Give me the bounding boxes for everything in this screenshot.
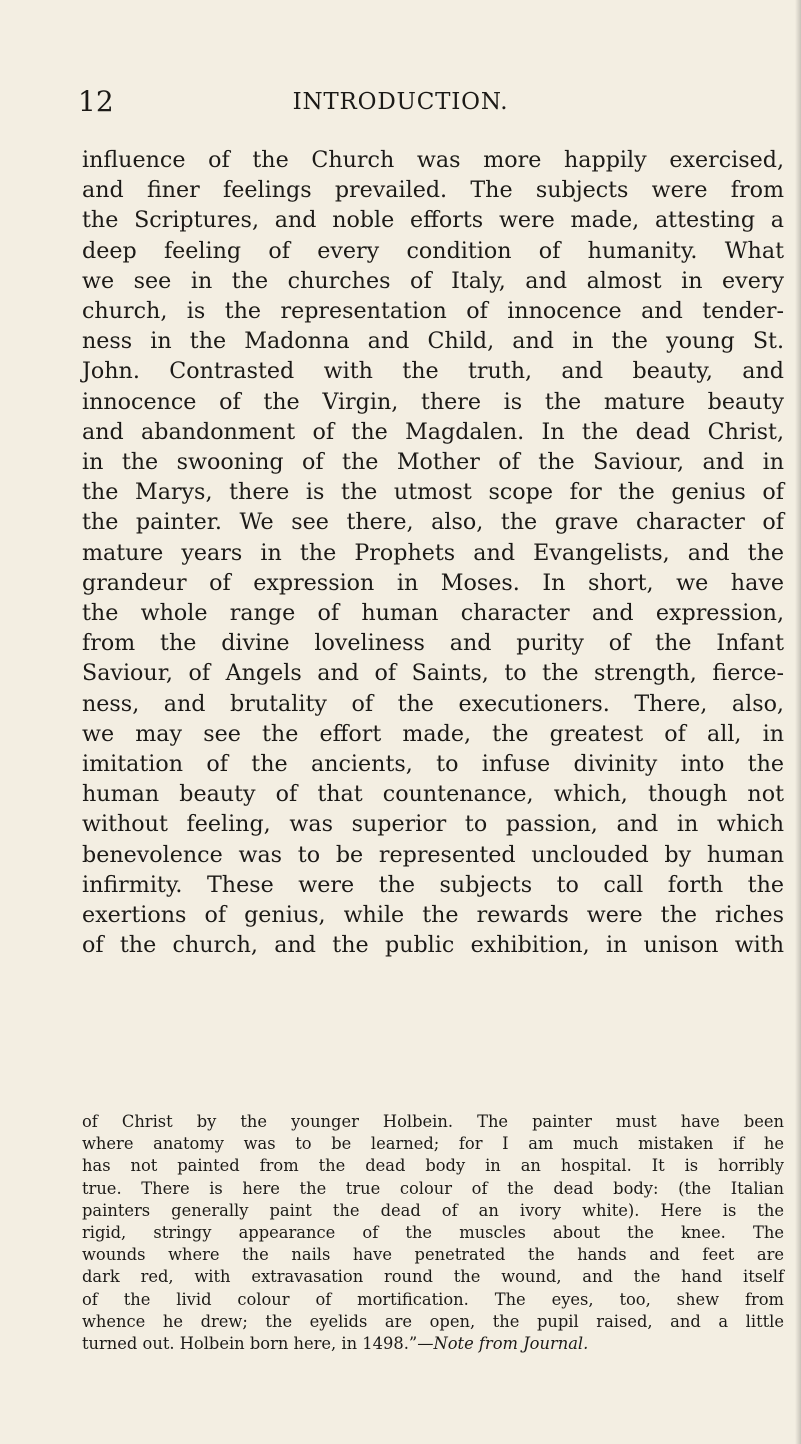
footnote-line: rigid, stringy appearance of the muscles about the knee. The — [82, 1223, 784, 1243]
body-line: exertions of genius, while the rewards were the riches — [82, 902, 784, 929]
body-line: the Marys, there is the utmost scope for the genius of — [82, 479, 784, 506]
page-edge-shadow — [795, 0, 801, 1444]
footnote-line: of Christ by the younger Holbein. The painter must have been — [82, 1112, 784, 1131]
body-line: church, is the representation of innocence and tender- — [82, 298, 784, 325]
body-line: human beauty of that countenance, which, though not — [82, 781, 784, 808]
body-line: mature years in the Prophets and Evangelists, and the — [82, 539, 784, 566]
footnote-line: wounds where the nails have penetrated the hands and feet are — [82, 1245, 784, 1265]
running-title: INTRODUCTION. — [292, 89, 509, 115]
body-line: the whole range of human character and expression, — [82, 600, 784, 627]
body-line: of the church, and the public exhibition, in unison with — [82, 932, 784, 959]
footnote-last-text: turned out. Holbein born here, in 1498.”— — [82, 1334, 434, 1354]
footnote-line: dark red, with extravasation round the wound, and the hand itself — [82, 1267, 784, 1287]
body-line: John. Contrasted with the truth, and beauty, and — [82, 358, 784, 385]
body-line: ness in the Madonna and Child, and in the young St. — [82, 328, 784, 355]
body-line: ness, and brutality of the executioners. There, also, — [82, 690, 784, 717]
footnote — [82, 1111, 784, 1355]
body-line: from the divine loveliness and purity of the Infant — [82, 630, 784, 657]
body-line: imitation of the ancients, to infuse divinity into the — [82, 751, 784, 778]
body-line: infirmity. These were the subjects to call forth the — [82, 871, 784, 898]
body-line: without feeling, was superior to passion, and in which — [82, 811, 784, 838]
body-line: deep feeling of every condition of humanity. What — [82, 237, 784, 264]
body-line: and abandonment of the Magdalen. In the dead Christ, — [82, 418, 784, 445]
footnote-line: painters generally paint the dead of an ivory white). Here is the — [82, 1200, 784, 1220]
page-number: 12 — [78, 85, 114, 118]
footnote-line: true. There is here the true colour of the dead body: (the Italian — [82, 1178, 784, 1198]
body-line: benevolence was to be represented unclouded by human — [82, 841, 784, 868]
body-line: grandeur of expression in Moses. In short, we have — [82, 569, 784, 596]
body-paragraph — [82, 145, 784, 960]
body-line: influence of the Church was more happily exercised, — [82, 147, 784, 173]
footnote-line: of the livid colour of mortification. The eyes, too, shew from — [82, 1289, 784, 1309]
footnote-last-line — [82, 1333, 784, 1355]
body-line: innocence of the Virgin, there is the mature beauty — [82, 388, 784, 415]
footnote-line: whence he drew; the eyelids are open, the pupil raised, and a little — [82, 1311, 784, 1331]
body-line: the Scriptures, and noble efforts were made, attesting a — [82, 207, 784, 234]
body-line: we may see the effort made, the greatest of all, in — [82, 720, 784, 747]
footnote-line: where anatomy was to be learned; for I am much mistaken if he — [82, 1134, 784, 1154]
footnote-line: has not painted from the dead body in an hospital. It is horribly — [82, 1156, 784, 1176]
body-line: the painter. We see there, also, the grave character of — [82, 509, 784, 536]
body-line: we see in the churches of Italy, and almost in every — [82, 267, 784, 294]
footnote-source: Note from Journal. — [433, 1334, 589, 1354]
body-line: in the swooning of the Mother of the Saviour, and in — [82, 449, 784, 476]
body-line: Saviour, of Angels and of Saints, to the strength, fierce- — [82, 660, 784, 687]
page-header — [0, 84, 801, 124]
body-line: and finer feelings prevailed. The subjects were from — [82, 177, 784, 204]
